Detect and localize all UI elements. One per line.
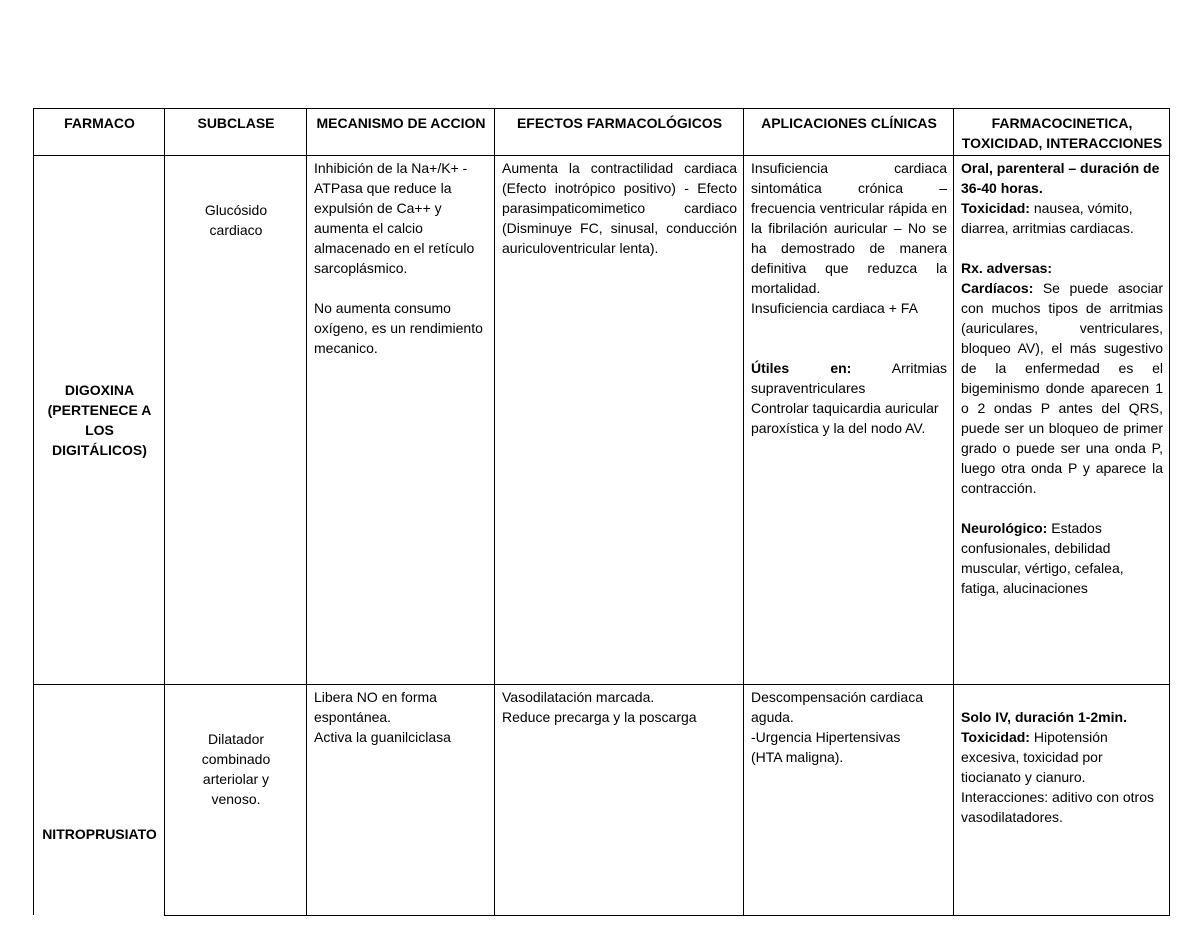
cardiacos-label: Cardíacos:	[961, 280, 1034, 296]
mecanismo-text-2: No aumenta consumo oxígeno, es un rendimiento mecanico.	[314, 300, 483, 356]
efectos-line: Reduce precarga y la poscarga	[502, 709, 697, 725]
cell-mecanismo-nitroprusiato	[307, 685, 495, 916]
aplicaciones-line: aguda.	[751, 709, 794, 725]
route-duration: Oral, parenteral – duración de 36-40 horas.	[961, 160, 1160, 196]
header-farmacocinetica: FARMACOCINETICA, TOXICIDAD, INTERACCIONES	[954, 109, 1170, 156]
interacciones-text: Interacciones: aditivo con otros vasodilatadores.	[961, 789, 1154, 825]
header-farmaco: FARMACO	[34, 109, 165, 156]
drug-name-line: (PERTENECE A	[47, 402, 152, 418]
mecanismo-line: Activa la guanilciclasa	[314, 729, 451, 745]
pharmacology-table	[33, 108, 1170, 916]
cell-subclase-digoxina	[165, 156, 307, 685]
mecanismo-line: Libera NO en forma	[314, 689, 437, 705]
cell-mecanismo-digoxina	[307, 156, 495, 685]
drug-name-line: DIGITÁLICOS)	[52, 442, 147, 458]
aplicaciones-line: (HTA maligna).	[751, 749, 844, 765]
rx-adversas-label: Rx. adversas:	[961, 260, 1053, 276]
cell-farmaco-nitroprusiato: NITROPRUSIATO	[34, 685, 165, 916]
mecanismo-line: espontánea.	[314, 709, 392, 725]
aplicaciones-line: Descompensación cardiaca	[751, 689, 923, 705]
drug-name-line: LOS	[85, 422, 114, 438]
cell-farmaco-digoxina	[34, 156, 165, 685]
utiles-text: Arritmias supraventriculares	[751, 360, 947, 396]
subclase-line: combinado	[201, 751, 271, 767]
table-row-nitroprusiato	[34, 685, 1170, 916]
subclase-line: Glucósido	[204, 202, 268, 218]
subclase-line: Dilatador	[207, 731, 265, 747]
neurologico-text: Estados confusionales, debilidad muscular, vértigo, cefalea, fatiga, alucinaciones	[961, 520, 1124, 596]
cell-efectos-digoxina	[495, 156, 744, 685]
subclase-line: cardiaco	[209, 222, 263, 238]
cell-subclase-nitroprusiato	[165, 685, 307, 916]
aplicaciones-text-3: Controlar taquicardia auricular paroxística y la del nodo AV.	[751, 400, 939, 436]
toxicidad-text: Hipotensión excesiva, toxicidad por tiocianato y cianuro.	[961, 729, 1108, 785]
drug-name-line: DIGOXINA	[64, 382, 135, 398]
header-row	[34, 109, 1170, 156]
mecanismo-text: Inhibición de la Na+/K+ -ATPasa que reduce la expulsión de Ca++ y aumenta el calcio almacenado en el retículo sarcoplásmico.	[314, 160, 475, 276]
subclase-line: venoso.	[211, 791, 261, 807]
cell-efectos-nitroprusiato	[495, 685, 744, 916]
table-row-digoxina	[34, 156, 1170, 685]
header-efectos: EFECTOS FARMACOLÓGICOS	[495, 109, 744, 156]
toxicidad-label: Toxicidad:	[961, 729, 1030, 745]
drug-table-container	[33, 108, 1169, 916]
cardiacos-text: Se puede asociar con muchos tipos de arritmias (auriculares, ventriculares, bloqueo AV), el más sugestivo de la enfermedad es el bigeminismo donde aparecen 1 o 2 ondas P antes del QRS, puede ser un bloqueo de primer grado o puede ser una onda P, luego otra onda P y aparece la contracción.	[961, 280, 1163, 496]
cell-aplicaciones-nitroprusiato	[744, 685, 954, 916]
toxicidad-label: Toxicidad:	[961, 200, 1030, 216]
header-mecanismo: MECANISMO DE ACCION	[307, 109, 495, 156]
neurologico-label: Neurológico:	[961, 520, 1048, 536]
cell-aplicaciones-digoxina	[744, 156, 954, 685]
header-subclase: SUBCLASE	[165, 109, 307, 156]
cell-farmacocinetica-nitroprusiato	[954, 685, 1170, 916]
efectos-text: Aumenta la contractilidad cardiaca (Efecto inotrópico positivo) - Efecto parasimpaticomimetico cardiaco (Disminuye FC, sinusal, conducción auriculoventricular lenta).	[502, 160, 737, 256]
toxicidad-text: nausea, vómito, diarrea, arritmias cardiacas.	[961, 200, 1134, 236]
utiles-label: Útiles en:	[751, 360, 852, 376]
subclase-line: arteriolar y	[202, 771, 270, 787]
route-duration: Solo IV, duración 1-2min.	[961, 709, 1127, 725]
aplicaciones-text-2: Insuficiencia cardiaca + FA	[751, 300, 918, 316]
cell-farmacocinetica-digoxina	[954, 156, 1170, 685]
header-aplicaciones: APLICACIONES CLÍNICAS	[744, 109, 954, 156]
aplicaciones-text: Insuficiencia cardiaca sintomática crónica – frecuencia ventricular rápida en la fibrilación auricular – No se ha demostrado de manera definitiva que reduzca la mortalidad.	[751, 160, 947, 296]
aplicaciones-line: -Urgencia Hipertensivas	[751, 729, 901, 745]
efectos-line: Vasodilatación marcada.	[502, 689, 655, 705]
